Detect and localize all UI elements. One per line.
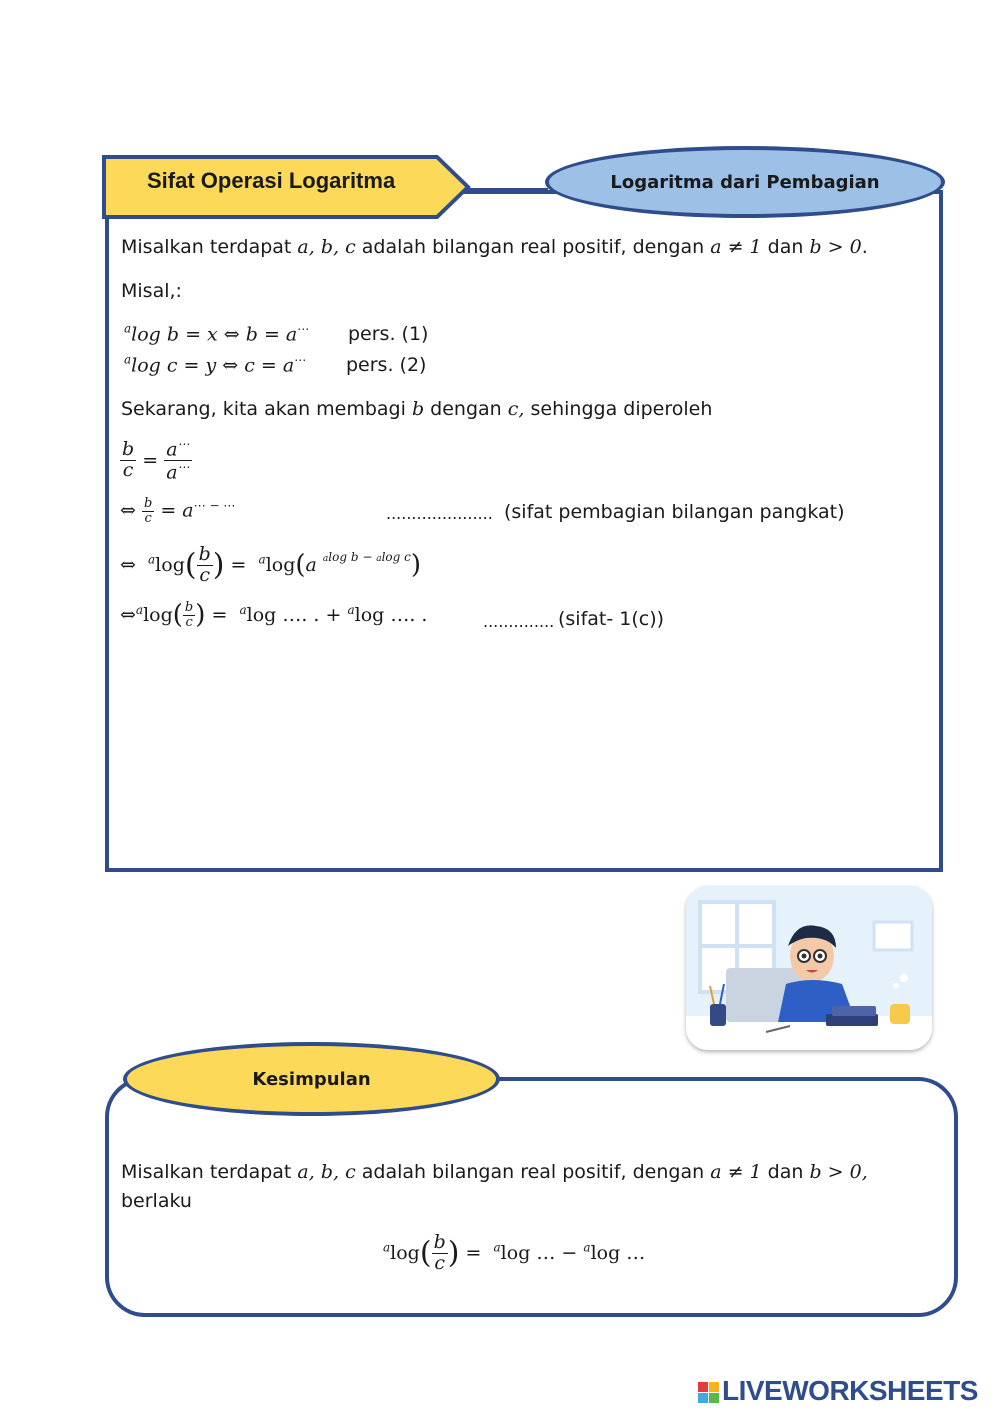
brand-name: LIVEWORKSHEETS <box>722 1375 978 1406</box>
subtopic-label: Logaritma dari Pembagian <box>610 171 880 193</box>
conclusion-line-2: berlaku <box>121 1190 192 1212</box>
liveworksheets-icon <box>698 1382 719 1403</box>
conclusion-formula: $^a$log( $\frac{b}{c}$ ) = $^a$log … − $^a$log … <box>383 1231 646 1274</box>
student-illustration <box>686 886 932 1050</box>
intro-line <box>121 236 868 259</box>
step-2-reason: (sifat pembagian bilangan pangkat) <box>504 501 845 523</box>
conclusion-cond2: b > 0, <box>809 1161 868 1183</box>
conclusion-label: Kesimpulan <box>252 1068 371 1090</box>
subtopic-badge <box>545 146 945 218</box>
conclusion-formula-rhs1: log … − <box>500 1241 578 1264</box>
equation-2-text: log c = y ⇔ c = a <box>131 354 295 377</box>
intro-cond2: b > 0 <box>809 236 862 258</box>
main-content-box <box>105 190 943 872</box>
intro-mid: adalah bilangan real positif, dengan <box>361 236 705 258</box>
division-intro-c: sehingga diperoleh <box>530 398 713 420</box>
conclusion-box <box>105 1077 958 1317</box>
equation-2-label: pers. (2) <box>346 354 427 376</box>
fraction-step-3: ⇔ $^a$log( $\frac{b}{c}$ ) = $^a$log(a $^{alog b - alog c}$) <box>120 543 422 586</box>
division-intro-b: dengan <box>430 398 502 420</box>
conclusion-badge <box>123 1042 500 1116</box>
step-2-blank: ..................... <box>386 504 493 523</box>
equation-1-label: pers. (1) <box>348 323 429 345</box>
equation-1: $^a$log b = x ⇔ b = a⋯ <box>124 322 310 346</box>
connector-line <box>468 188 548 192</box>
page-title: Sifat Operasi Logaritma <box>147 168 396 193</box>
conclusion-cond1: a ≠ 1 <box>710 1161 762 1183</box>
intro-cond1: a ≠ 1 <box>710 236 762 258</box>
division-intro-a: Sekarang, kita akan membagi <box>121 398 406 420</box>
fraction-step-2: ⇔ $\frac{b}{c}$ = a⋯ − ⋯ <box>120 496 236 526</box>
step-4-rhs: log …. . + <box>246 604 342 627</box>
conclusion-and: dan <box>767 1161 804 1183</box>
liveworksheets-logo <box>698 1375 978 1407</box>
intro-vars: a, b, c <box>297 236 356 258</box>
equation-2: $^a$log c = y ⇔ c = a⋯ <box>124 353 307 377</box>
conclusion-line1-text: Misalkan terdapat <box>121 1161 292 1183</box>
conclusion-formula-rhs2: log … <box>590 1241 646 1264</box>
conclusion-mid: adalah bilangan real positif, dengan <box>361 1161 705 1183</box>
equation-1-text: log b = x ⇔ b = a <box>131 323 298 346</box>
conclusion-vars: a, b, c <box>297 1161 356 1183</box>
step-4-reason: (sifat- 1(c)) <box>558 608 665 630</box>
step-4-rhs2: log …. . <box>354 604 428 627</box>
division-intro: Sekarang, kita akan membagi b dengan c, sehingga diperoleh <box>121 398 713 420</box>
conclusion-line-1 <box>121 1161 868 1184</box>
intro-and: dan <box>767 236 804 258</box>
fraction-step-4: ⇔$^a$log( $\frac{b}{c}$ ) = $^a$log …. . + $^a$log …. . <box>120 600 428 631</box>
misal-label: Misal,: <box>121 280 182 302</box>
intro-text: Misalkan terdapat <box>121 236 292 258</box>
fraction-step-1: $\frac{b}{c}$ = $\frac{a^\cdots}{a^\cdots}$ <box>122 437 190 484</box>
step-4-blank: .............. <box>483 612 555 631</box>
intro-end: . <box>861 236 868 258</box>
